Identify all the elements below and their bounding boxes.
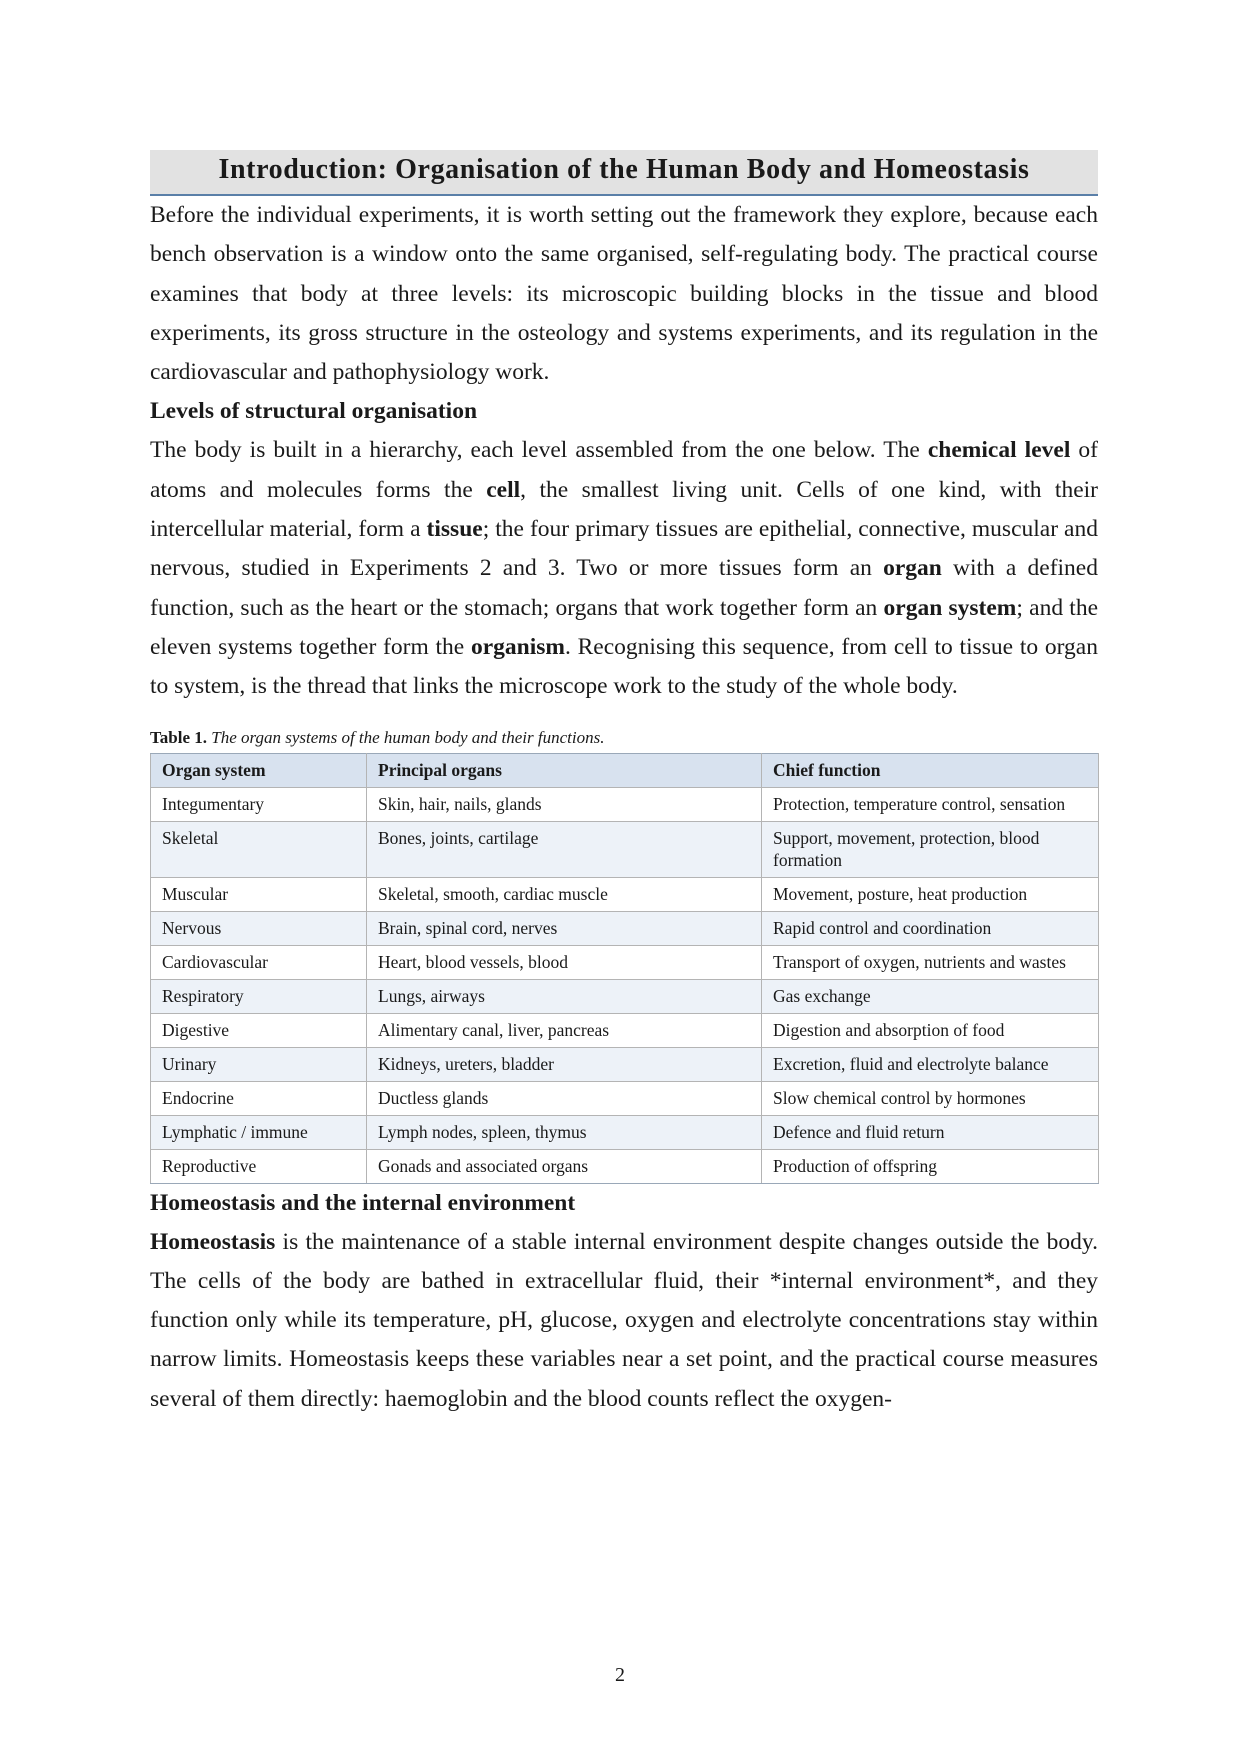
organ-systems-table bbox=[150, 753, 1099, 1184]
cell-chief-function: Defence and fluid return bbox=[762, 1115, 1099, 1149]
table-row bbox=[151, 787, 1099, 821]
cell-principal-organs: Gonads and associated organs bbox=[367, 1149, 762, 1183]
cell-chief-function: Slow chemical control by hormones bbox=[762, 1081, 1099, 1115]
cell-organ-system: Muscular bbox=[151, 877, 367, 911]
bold-term: organ bbox=[883, 555, 942, 582]
cell-organ-system: Integumentary bbox=[151, 787, 367, 821]
cell-principal-organs: Lungs, airways bbox=[367, 979, 762, 1013]
table-row bbox=[151, 821, 1099, 877]
header-organ-system: Organ system bbox=[151, 753, 367, 787]
table-row bbox=[151, 979, 1099, 1013]
cell-principal-organs: Heart, blood vessels, blood bbox=[367, 945, 762, 979]
cell-chief-function: Rapid control and coordination bbox=[762, 911, 1099, 945]
cell-chief-function: Movement, posture, heat production bbox=[762, 877, 1099, 911]
cell-principal-organs: Lymph nodes, spleen, thymus bbox=[367, 1115, 762, 1149]
cell-principal-organs: Kidneys, ureters, bladder bbox=[367, 1047, 762, 1081]
table-row bbox=[151, 1115, 1099, 1149]
text-run: with a defined function, such as the heart or the stomach; organs that work together form an bbox=[150, 555, 1098, 621]
cell-chief-function: Support, movement, protection, blood formation bbox=[762, 821, 1099, 877]
cell-organ-system: Urinary bbox=[151, 1047, 367, 1081]
text-run: ; and the eleven systems together form the bbox=[150, 594, 1099, 660]
page-title: Introduction: Organisation of the Human Body and Homeostasis bbox=[150, 150, 1098, 196]
cell-principal-organs: Skeletal, smooth, cardiac muscle bbox=[367, 877, 762, 911]
table-row bbox=[151, 1149, 1099, 1183]
cell-chief-function: Transport of oxygen, nutrients and wastes bbox=[762, 945, 1099, 979]
cell-organ-system: Cardiovascular bbox=[151, 945, 367, 979]
table-caption-text: The organ systems of the human body and their functions. bbox=[211, 727, 605, 747]
cell-chief-function: Digestion and absorption of food bbox=[762, 1013, 1099, 1047]
table-row bbox=[151, 911, 1099, 945]
table-row bbox=[151, 945, 1099, 979]
text-run: The body is built in a hierarchy, each level assembled from the one below. The bbox=[150, 437, 928, 464]
header-chief-function: Chief function bbox=[762, 753, 1099, 787]
section-heading-levels: Levels of structural organisation bbox=[150, 398, 478, 425]
section-heading-homeostasis: Homeostasis and the internal environment bbox=[150, 1189, 576, 1216]
cell-principal-organs: Alimentary canal, liver, pancreas bbox=[367, 1013, 762, 1047]
intro-paragraph: Before the individual experiments, it is worth setting out the framework they explore, because each bench observation is a window onto the same organised, self-regulating body. The practical course examines that body at three levels: its microscopic building blocks in the tissue and blood experiments, its gross structure in the osteology and systems experiments, and its regulation in the cardiovascular and pathophysiology work. bbox=[150, 202, 1098, 386]
bold-term: tissue bbox=[426, 516, 483, 543]
bold-term: organ system bbox=[883, 594, 1017, 621]
cell-organ-system: Respiratory bbox=[151, 979, 367, 1013]
cell-chief-function: Gas exchange bbox=[762, 979, 1099, 1013]
text-run: is the maintenance of a stable internal environment despite changes outside the body. The cells of the body are bathed in extracellular fluid, their *internal environment*, and they function only while its temperature, pH, glucose, oxygen and electrolyte concentrations stay within narrow limits. Homeostasis keeps these variables near a set point, and the practical course measures several of them directly: haemoglobin and the blood counts reflect the oxygen- bbox=[150, 1228, 1098, 1412]
header-principal-organs: Principal organs bbox=[367, 753, 762, 787]
bold-term: organism bbox=[470, 633, 565, 660]
homeostasis-paragraph bbox=[150, 1223, 1098, 1419]
cell-chief-function: Production of offspring bbox=[762, 1149, 1099, 1183]
cell-organ-system: Endocrine bbox=[151, 1081, 367, 1115]
cell-organ-system: Reproductive bbox=[151, 1149, 367, 1183]
levels-paragraph bbox=[150, 431, 1098, 706]
cell-organ-system: Digestive bbox=[151, 1013, 367, 1047]
bold-term: cell bbox=[486, 476, 521, 503]
table-header-row bbox=[151, 753, 1099, 787]
cell-organ-system: Lymphatic / immune bbox=[151, 1115, 367, 1149]
table-caption bbox=[150, 727, 1098, 749]
table-row bbox=[151, 1013, 1099, 1047]
cell-principal-organs: Brain, spinal cord, nerves bbox=[367, 911, 762, 945]
table-row bbox=[151, 877, 1099, 911]
cell-principal-organs: Bones, joints, cartilage bbox=[367, 821, 762, 877]
cell-principal-organs: Skin, hair, nails, glands bbox=[367, 787, 762, 821]
page-number: 2 bbox=[615, 1664, 625, 1686]
table-row bbox=[151, 1081, 1099, 1115]
text-run: ; the four primary tissues are epithelial, connective, muscular and nervous, studied in Experiments 2 and 3. Two or more tissues form an bbox=[150, 516, 1098, 582]
bold-term: chemical level bbox=[927, 437, 1071, 464]
cell-organ-system: Skeletal bbox=[151, 821, 367, 877]
cell-chief-function: Protection, temperature control, sensation bbox=[762, 787, 1099, 821]
text-run: , the smallest living unit. Cells of one kind, with their intercellular material, form a bbox=[150, 476, 1099, 543]
cell-chief-function: Excretion, fluid and electrolyte balance bbox=[762, 1047, 1099, 1081]
bold-term: Homeostasis bbox=[150, 1228, 276, 1255]
cell-organ-system: Nervous bbox=[151, 911, 367, 945]
text-run: of atoms and molecules forms the bbox=[150, 437, 1099, 503]
table-caption-label: Table 1. bbox=[150, 727, 208, 747]
document-page bbox=[150, 150, 1098, 1419]
cell-principal-organs: Ductless glands bbox=[367, 1081, 762, 1115]
table-row bbox=[151, 1047, 1099, 1081]
text-run: . Recognising this sequence, from cell to tissue to organ to system, is the thread that links the microscope work to the study of the whole body. bbox=[150, 633, 1098, 700]
